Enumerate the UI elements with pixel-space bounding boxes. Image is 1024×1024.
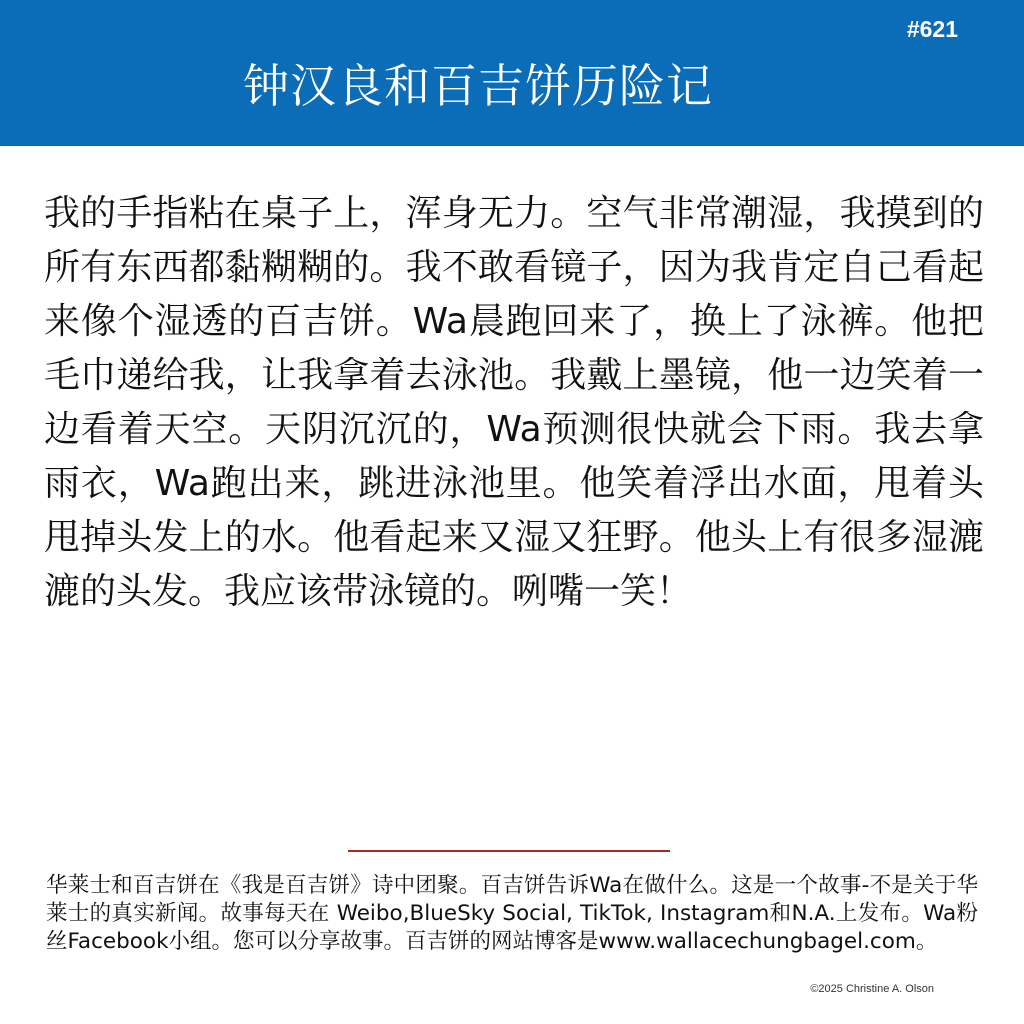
copyright-notice: ©2025 Christine A. Olson [810,983,934,995]
episode-number: #621 [906,16,958,42]
story-text: 我的手指粘在桌子上，浑身无力。空气非常潮湿，我摸到的所有东西都黏糊糊的。我不敢看镜子，因为我肯定自己看起来像个湿透的百吉饼。Wa晨跑回来了，换上了泳裤。他把毛巾递给我，让我拿着去泳池。我戴上墨镜，他一边笑着一边看着天空。天阴沉沉的，Wa预测很快就会下雨。我去拿雨衣，Wa跑出来，跳进泳池里。他笑着浮出水面，甩着头甩掉头发上的水。他看起来又湿又狂野。他头上有很多湿漉漉的头发。我应该带泳镜的。咧嘴一笑！ [44,193,984,612]
page-title: 钟汉良和百吉饼历险记 [243,59,713,113]
divider-line [348,850,670,852]
title-banner [0,0,1024,146]
footnote-text: 华莱士和百吉饼在《我是百吉饼》诗中团聚。百吉饼告诉Wa在做什么。这是一个故事-不是关于华莱士的真实新闻。故事每天在 Weibo,BlueSky Social, TikTok, Instagram和N.A.上发布。Wa粉丝Facebook小组。您可以分享故事。百吉饼的网站博客是www.wallacechungbagel.com。 [46,873,978,954]
